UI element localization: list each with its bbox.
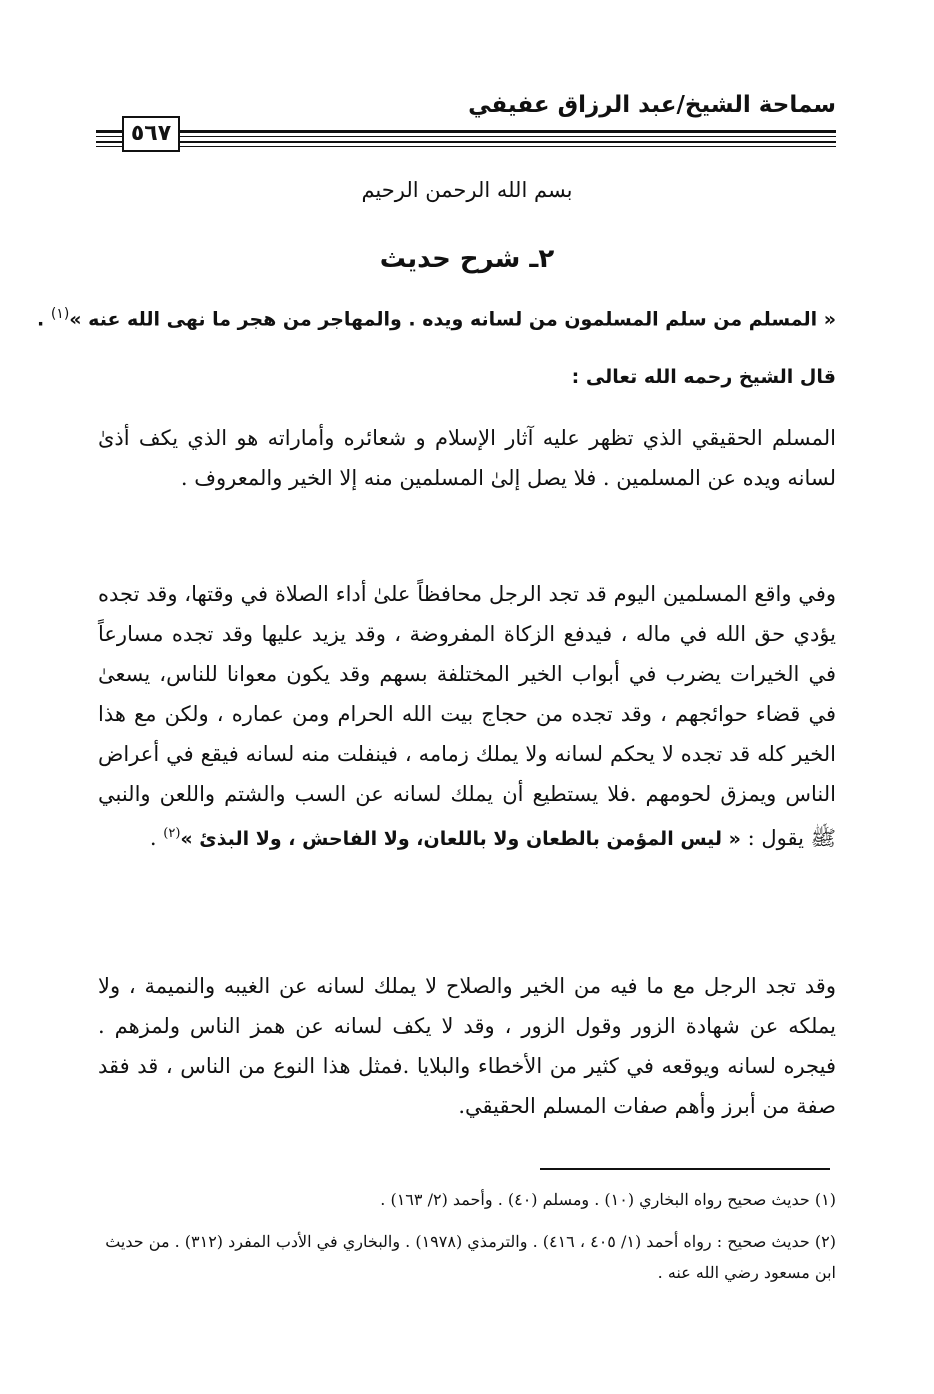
footnote-2: (٢) حديث صحيح : رواه أحمد (١/ ٤٠٥ ، ٤١٦) . والترمذي (١٩٧٨) . والبخاري في الأدب المفرد (٣١٢) . من حديث ابن مسعود رضي الله عنه . [105,1232,836,1282]
footnote-1: (١) حديث صحيح رواه البخاري (١٠) . ومسلم (٤٠) . وأحمد (٢/ ١٦٣) . [380,1190,836,1209]
header-rule [96,146,836,147]
footnote-separator [540,1168,830,1170]
footnote-mark: (١) [50,306,70,322]
chapter-title: ٢ـ شرح حديث [379,244,555,274]
sheikh-said-heading: قال الشيخ رحمه الله تعالى : [571,366,836,388]
running-title: سماحة الشيخ/عبد الرزاق عفيفي [468,92,836,118]
page-number: ٥٦٧ [122,116,180,152]
footnote-mark: (٢) [163,826,181,841]
header-rule [96,136,836,137]
hadith-text [36,306,836,331]
paragraph-2-end: . [149,826,164,850]
paragraph-2-text: وفي واقع المسلمين اليوم قد تجد الرجل محافظاً علىٰ أداء الصلاة في وقتها، وقد تجده يؤدي حق الله في ماله ، فيدفع الزكاة المفروضة ، وقد يزيد عليها وقد تجده مسارعاً في الخيرات يضرب في أبواب الخير المختلفة بسهم وقد يكون معوانا للناس، يسعىٰ في قضاء حوائجهم ، وقد تجده من حجاج بيت الله الحرام ومن عماره ، ولكن مع هذا الخير كله قد تجده لا يحكم لسانه ولا يملك زمامه ، فينفلت منه لسانه فيقع في أعراض الناس ويمزق لحومهم .فلا يستطيع أن يملك لسانه عن السب والشتم واللعن والنبي ﷺ يقول : [98,582,836,850]
prophet-quote: « ليس المؤمن بالطعان ولا باللعان، ولا الفاحش ، ولا البذئ » [180,828,741,850]
header-rule [96,141,836,143]
basmala: بسم الله الرحمن الرحيم [361,178,573,202]
paragraph-2 [98,574,836,859]
paragraph-3: وقد تجد الرجل مع ما فيه من الخير والصلاح لا يملك لسانه عن الغيبه والنميمة ، ولا يملكه عن شهادة الزور وقول الزور ، وقد لا يكف لسانه عن همز الناس ولمزهم . فيجره لسانه ويوقعه في كثير من الأخطاء والبلايا .فمثل هذا النوع من الناس ، قد فقد صفة من أبرز وأهم صفات المسلم الحقيقي. [98,974,836,1118]
hadith-quote: « المسلم من سلم المسلمون من لسانه ويده . والمهاجر من هجر ما نهى الله عنه » [69,308,836,331]
paragraph-1: المسلم الحقيقي الذي تظهر عليه آثار الإسلام و شعائره وأماراته هو الذي يكف أذىٰ لسانه ويده عن المسلمين . فلا يصل إلىٰ المسلمين منه إلا الخير والمعروف . [98,426,836,490]
header-rule [96,130,836,133]
hadith-end: . [36,308,51,331]
